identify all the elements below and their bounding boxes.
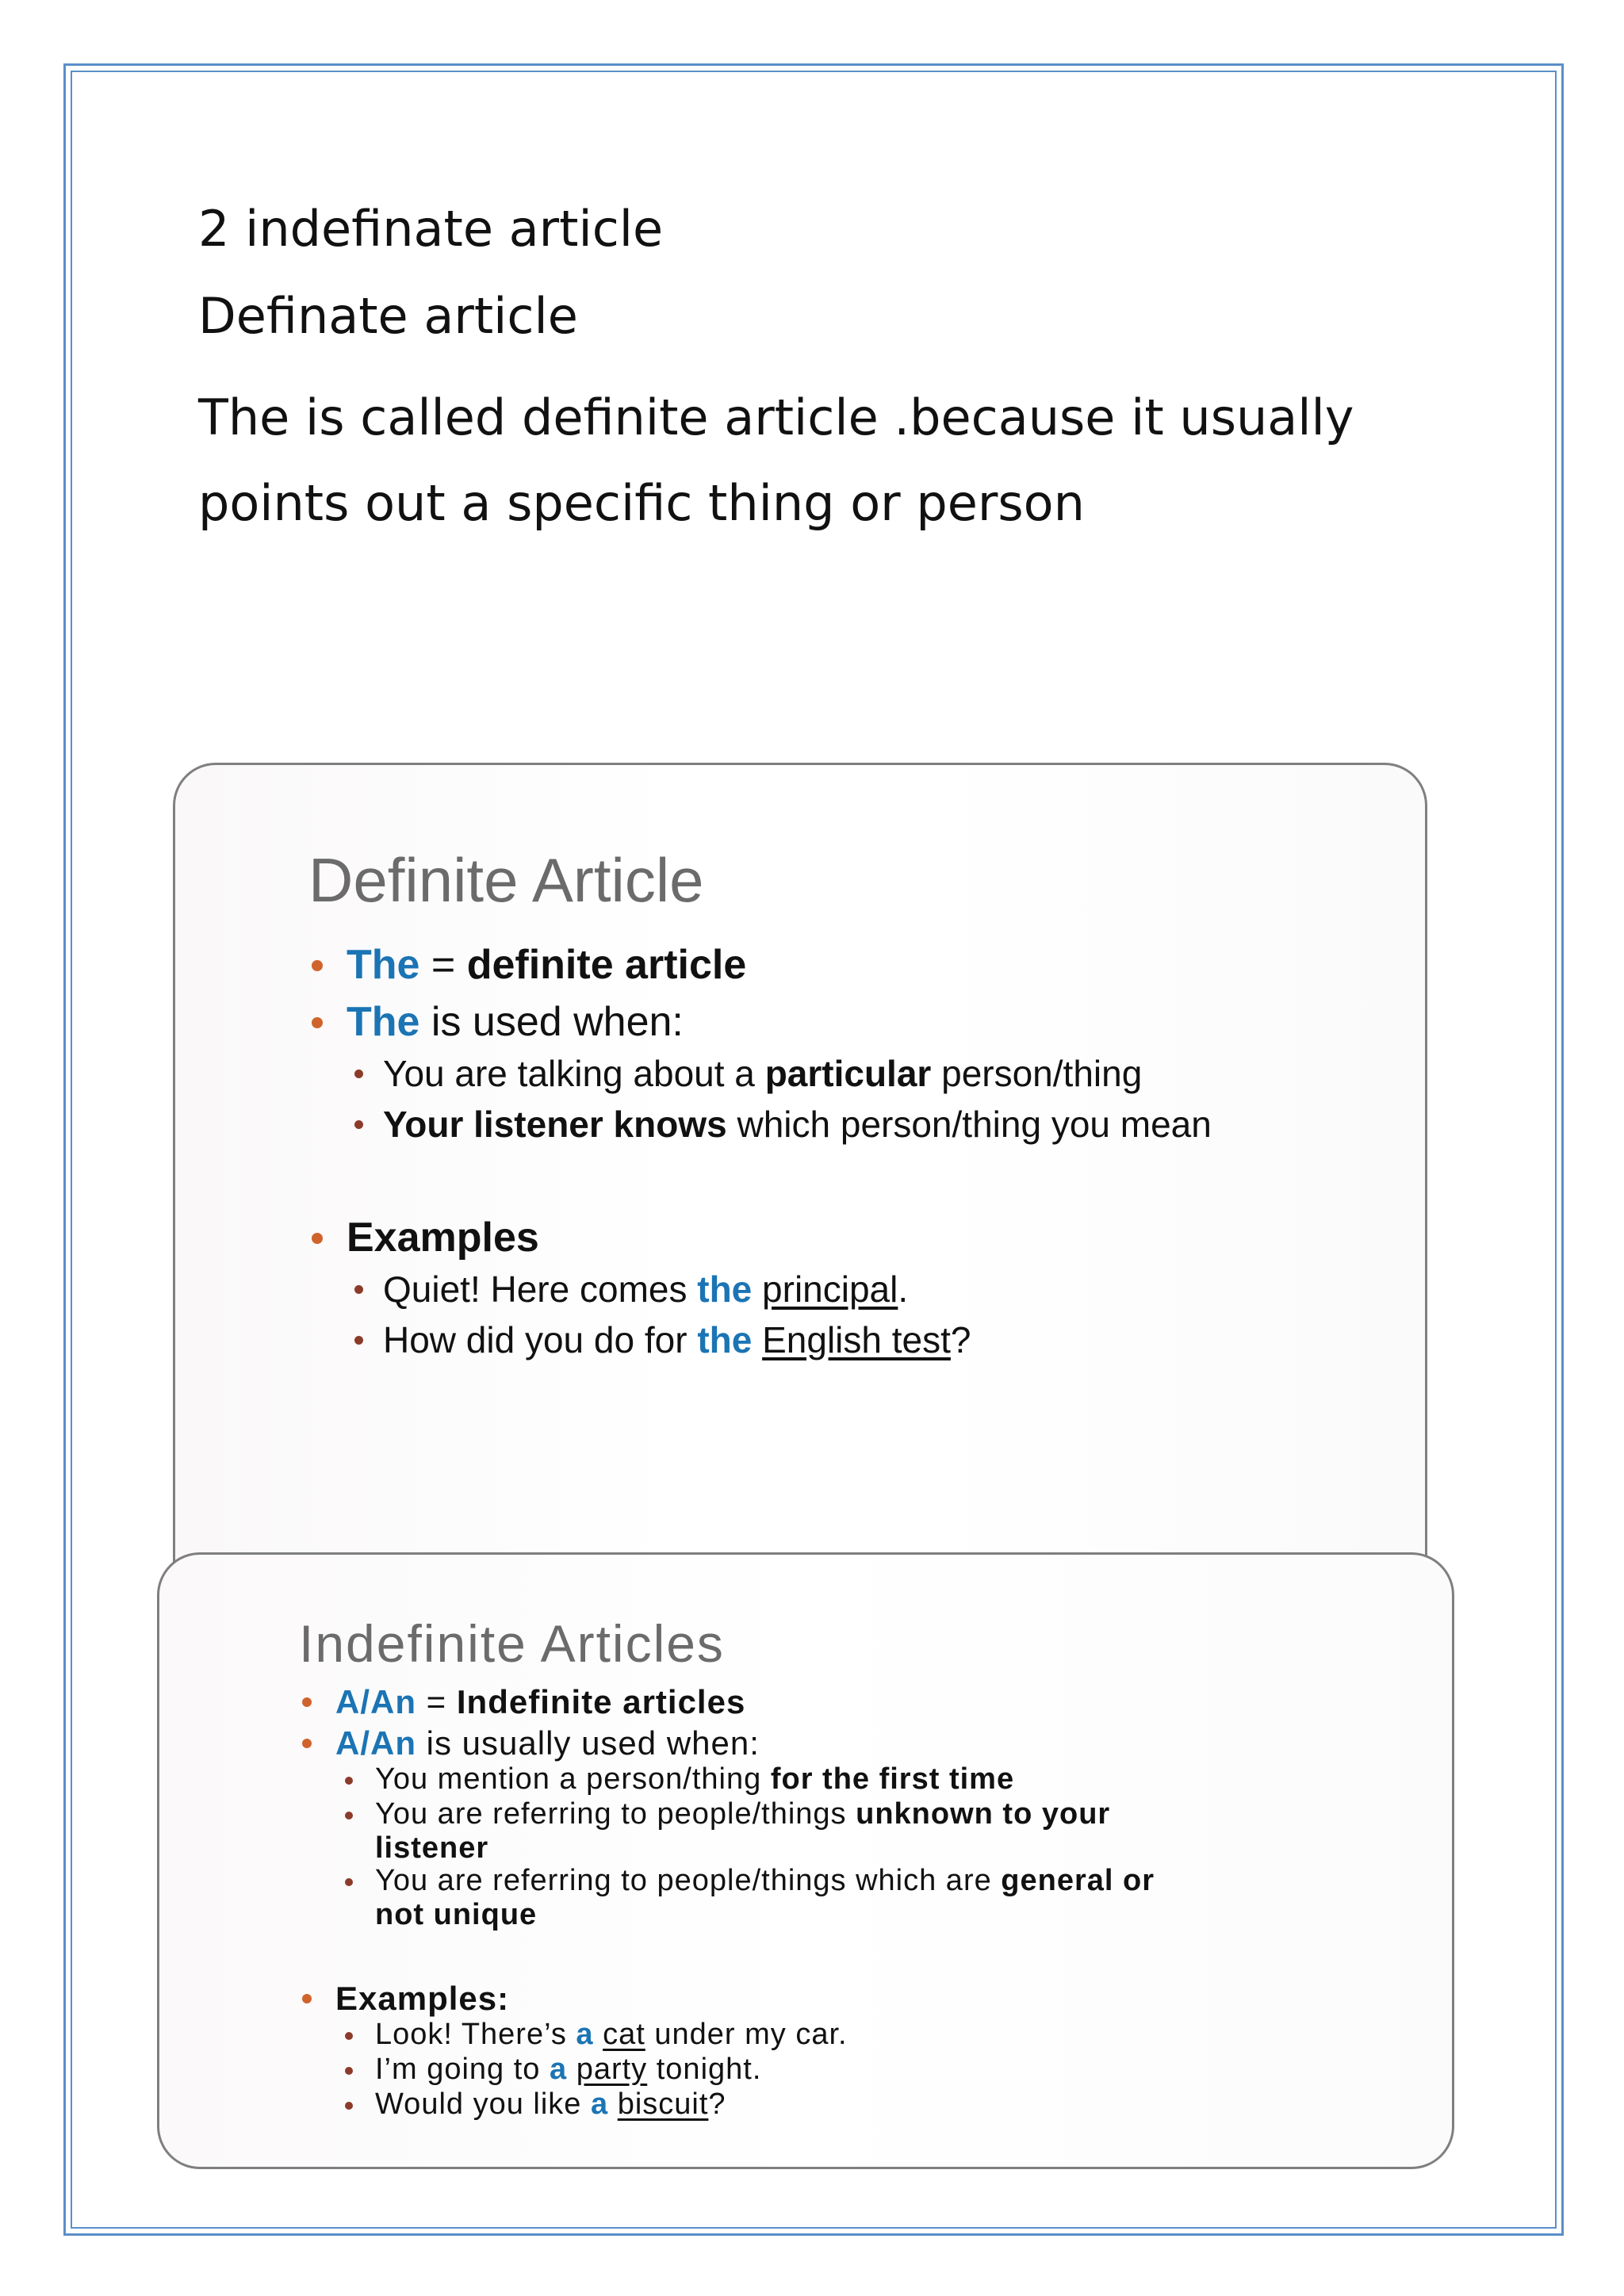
example-space bbox=[608, 2087, 618, 2121]
indefinite-sub-bullet-2 bbox=[375, 1797, 1110, 1866]
a-word: a bbox=[590, 2087, 609, 2121]
bullet-text: You mention a person/thing bbox=[375, 1762, 771, 1796]
indefinite-example-3 bbox=[375, 2087, 726, 2122]
examples-label: Examples bbox=[347, 1215, 539, 1261]
intro-line-2: Definate article bbox=[198, 287, 578, 346]
indefinite-articles-slide bbox=[157, 1552, 1454, 2169]
bullet-bold: listener bbox=[375, 1831, 489, 1865]
example-space bbox=[594, 2018, 603, 2051]
example-space bbox=[752, 1269, 762, 1310]
a-word: a bbox=[576, 2018, 594, 2051]
definite-sub-bullet-2 bbox=[383, 1103, 1212, 1146]
example-text: ? bbox=[708, 2087, 726, 2121]
bullet-bold: for the first time bbox=[770, 1762, 1015, 1796]
example-text: Quiet! Here comes bbox=[383, 1269, 698, 1310]
indefinite-example-2 bbox=[375, 2053, 761, 2087]
intro-line-3: The is called definite article .because it usually points out a specific thing or person bbox=[198, 388, 1354, 532]
example-noun: party bbox=[576, 2053, 648, 2086]
indefinite-examples-heading bbox=[335, 1980, 509, 2018]
bullet-text: which person/thing you mean bbox=[726, 1104, 1212, 1145]
definite-article-slide bbox=[173, 763, 1427, 1571]
bullet-bold: not unique bbox=[375, 1898, 538, 1931]
definite-bullet-2 bbox=[347, 998, 684, 1046]
definite-example-1 bbox=[383, 1268, 908, 1311]
the-word: the bbox=[697, 1319, 753, 1360]
definite-sub-bullet-1 bbox=[383, 1052, 1142, 1095]
example-text: Look! There’s bbox=[375, 2018, 576, 2051]
bullet-bold: Your listener knows bbox=[383, 1104, 727, 1145]
intro-text bbox=[198, 200, 1435, 546]
definite-bullet-1 bbox=[347, 941, 746, 989]
indefinite-sub-bullet-1 bbox=[375, 1762, 1014, 1797]
equals-sign: = bbox=[416, 1683, 457, 1720]
bullet-text: person/thing bbox=[931, 1053, 1143, 1094]
definite-slide-title: Definite Article bbox=[308, 845, 704, 915]
example-text: . bbox=[898, 1269, 909, 1310]
the-label: The bbox=[347, 942, 420, 988]
a-word: a bbox=[550, 2053, 568, 2086]
example-noun: English test bbox=[762, 1319, 951, 1360]
a-an-label: A/An bbox=[335, 1724, 416, 1762]
indefinite-sub-bullet-3 bbox=[375, 1864, 1155, 1932]
example-text: tonight. bbox=[647, 2053, 762, 2086]
example-text: under my car. bbox=[645, 2018, 848, 2051]
definite-example-2 bbox=[383, 1318, 971, 1361]
definite-article-label: definite article bbox=[466, 942, 747, 988]
example-text: I’m going to bbox=[375, 2053, 550, 2086]
indefinite-bullet-1 bbox=[335, 1683, 745, 1721]
the-word: the bbox=[697, 1269, 753, 1310]
examples-label: Examples: bbox=[335, 1980, 510, 2017]
bullet-text: You are talking about a bbox=[383, 1053, 765, 1094]
example-noun: principal bbox=[762, 1269, 898, 1310]
bullet-text: You are referring to people/things which are bbox=[375, 1864, 1002, 1897]
bullet-bold: general or bbox=[1001, 1864, 1155, 1897]
indefinite-bullet-2 bbox=[335, 1724, 760, 1762]
example-noun: biscuit bbox=[617, 2087, 709, 2121]
indefinite-example-1 bbox=[375, 2018, 848, 2052]
example-text: ? bbox=[950, 1319, 971, 1360]
bullet-text: is usually used when: bbox=[416, 1724, 760, 1762]
example-text: How did you do for bbox=[383, 1319, 698, 1360]
bullet-bold: unknown to your bbox=[856, 1797, 1111, 1831]
a-an-label: A/An bbox=[335, 1683, 416, 1720]
indefinite-articles-label: Indefinite articles bbox=[456, 1683, 746, 1720]
bullet-text: You are referring to people/things bbox=[375, 1797, 856, 1831]
indefinite-slide-title: Indefinite Articles bbox=[299, 1614, 725, 1673]
bullet-bold: particular bbox=[764, 1053, 932, 1094]
example-space bbox=[752, 1319, 762, 1360]
the-label: The bbox=[347, 999, 420, 1045]
bullet-text: is used when: bbox=[419, 999, 684, 1045]
equals-sign: = bbox=[419, 942, 467, 988]
example-space bbox=[567, 2053, 576, 2086]
definite-examples-heading bbox=[347, 1214, 539, 1261]
example-text: Would you like bbox=[375, 2087, 591, 2121]
example-noun: cat bbox=[603, 2018, 645, 2051]
intro-line-1: 2 indefinate article bbox=[198, 200, 664, 258]
